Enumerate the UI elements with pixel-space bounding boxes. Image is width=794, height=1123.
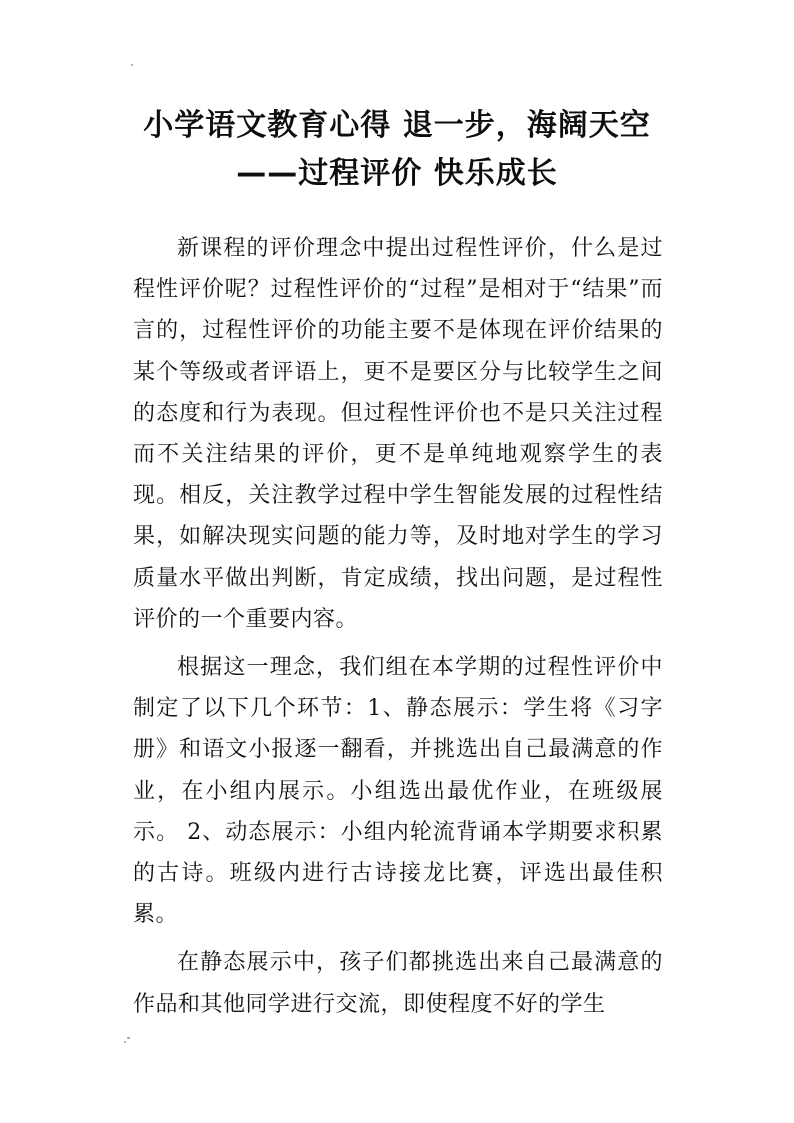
paragraph-1: 新课程的评价理念中提出过程性评价，什么是过程性评价呢？过程性评价的“过程”是相对于“结果”而言的，过程性评价的功能主要不是体现在评价结果的某个等级或者评语上，更不是要区分与比较学生之间的态度和行为表现。但过程性评价也不是只关注过程而不关注结果的评价，更不是单纯地观察学生的表现。相反，关注教学过程中学生智能发展的过程性结果，如解决现实问题的能力等，及时地对学生的学习质量水平做出判断，肯定成绩，找出问题，是过程性评价的一个重要内容。 <box>133 236 663 632</box>
title-line-2: ——过程评价 快乐成长 <box>236 156 558 191</box>
scan-speck <box>127 1037 130 1039</box>
title-line-1: 小学语文教育心得 退一步，海阔天空 <box>143 108 651 143</box>
paragraph-2: 根据这一理念，我们组在本学期的过程性评价中制定了以下几个环节：1、静态展示：学生将《习字册》和语文小报逐一翻看，并挑选出自己最满意的作业，在小组内展示。小组选出最优作业，在班级展示。 2、动态展示：小组内轮流背诵本学期要求积累的古诗。班级内进行古诗接龙比赛，评选出最佳积累。 <box>133 655 663 928</box>
scan-speck <box>131 64 133 66</box>
document-body <box>133 228 663 1032</box>
scan-speck <box>124 1041 126 1043</box>
document-title <box>60 102 734 198</box>
paragraph-3: 在静态展示中，孩子们都挑选出来自己最满意的作品和其他同学进行交流，即使程度不好的学生 <box>133 950 663 1017</box>
